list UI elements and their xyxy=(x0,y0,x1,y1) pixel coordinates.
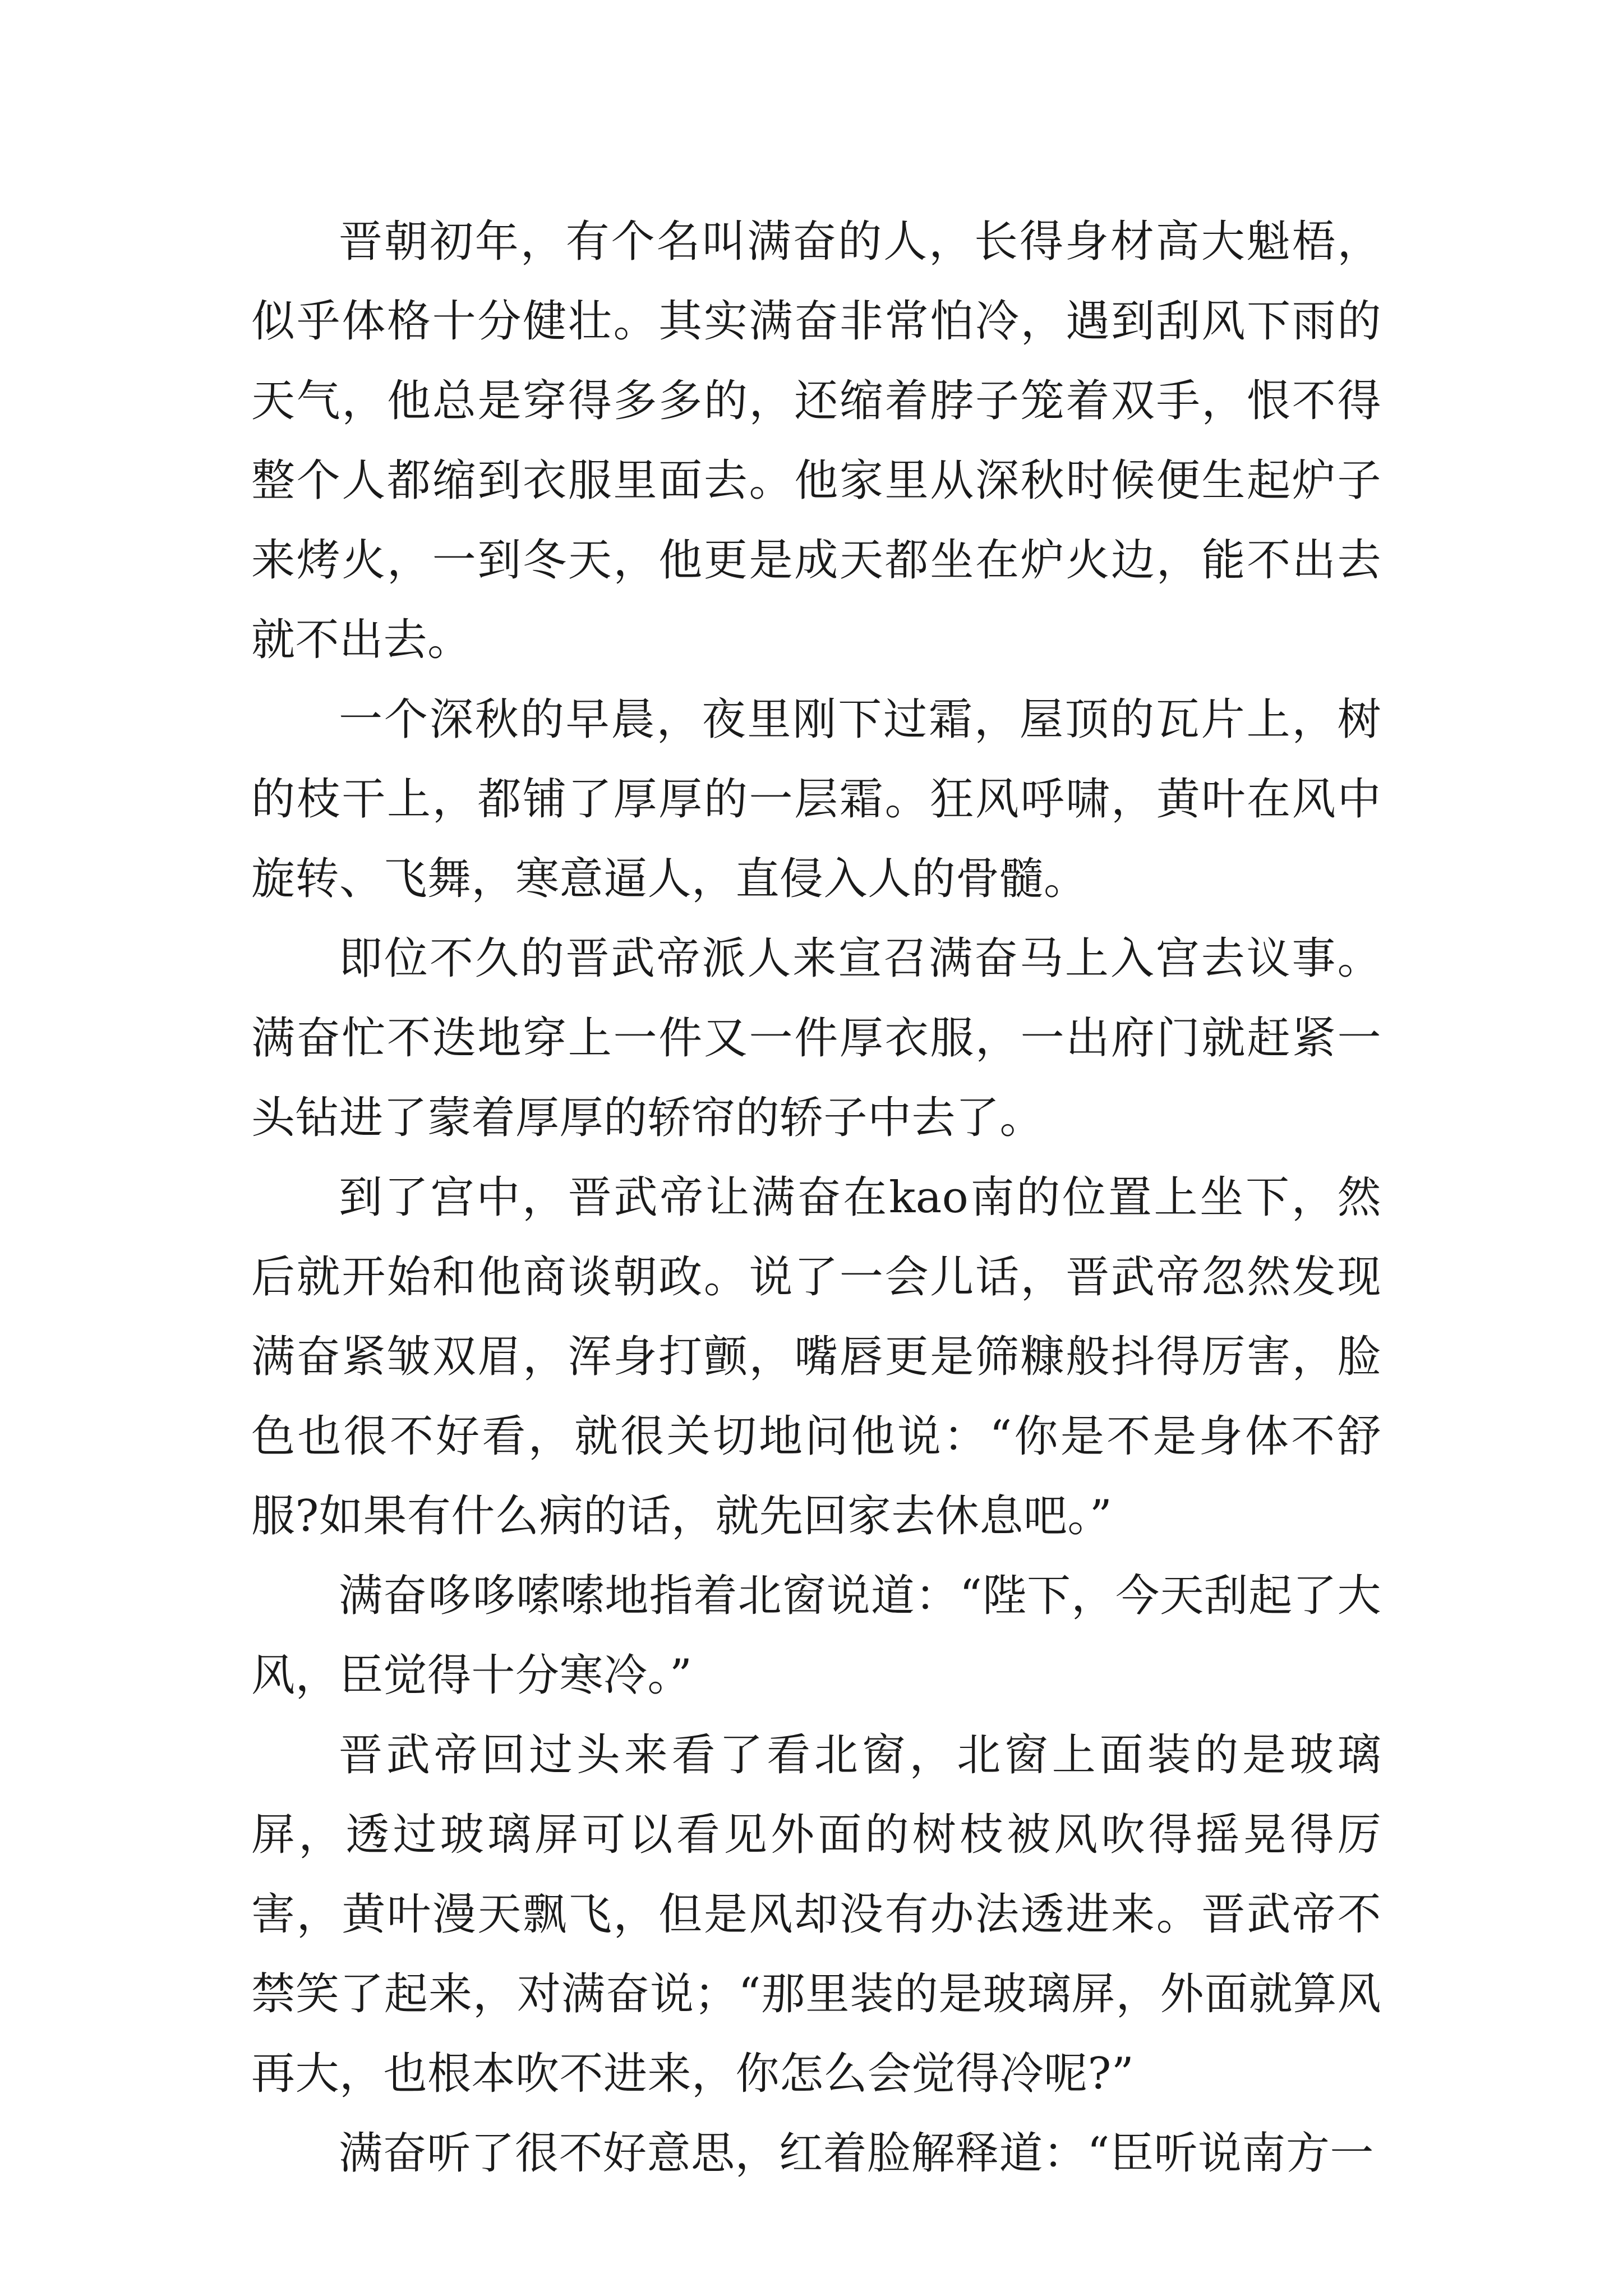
paragraph: 满奋哆哆嗦嗦地指着北窗说道：“陛下，今天刮起了大风，臣觉得十分寒冷。” xyxy=(251,1571,1381,1701)
paragraph: 晋武帝回过头来看了看北窗，北窗上面装的是玻璃屏，透过玻璃屏可以看见外面的树枝被风吹得摇晃得厉害，黄叶漫天飘飞，但是风却没有办法透进来。晋武帝不禁笑了起来，对满奋说；“那里装的是玻璃屏，外面就算风再大，也根本吹不进来，你怎么会觉得冷呢?” xyxy=(251,1730,1381,2099)
story-text xyxy=(251,202,1381,2193)
paragraph: 晋朝初年，有个名叫满奋的人，长得身材高大魁梧，似乎体格十分健壮。其实满奋非常怕冷，遇到刮风下雨的天气，他总是穿得多多的，还缩着脖子笼着双手，恨不得整个人都缩到衣服里面去。他家里从深秋时候便生起炉子来烤火，一到冬天，他更是成天都坐在炉火边，能不出去就不出去。 xyxy=(251,217,1381,665)
paragraph: 满奋听了很不好意思，红着脸解释道：“臣听说南方一 xyxy=(339,2128,1374,2179)
paragraph: 一个深秋的早晨，夜里刚下过霜，屋顶的瓦片上，树的枝干上，都铺了厚厚的一层霜。狂风呼啸，黄叶在风中旋转、飞舞，寒意逼人，直侵入人的骨髓。 xyxy=(251,694,1381,904)
paragraph: 即位不久的晋武帝派人来宣召满奋马上入宫去议事。满奋忙不迭地穿上一件又一件厚衣服，一出府门就赶紧一头钻进了蒙着厚厚的轿帘的轿子中去了。 xyxy=(251,933,1381,1143)
paragraph: 到了宫中，晋武帝让满奋在kao南的位置上坐下，然后就开始和他商谈朝政。说了一会儿话，晋武帝忽然发现满奋紧皱双眉，浑身打颤，嘴唇更是筛糠般抖得厉害，脸色也很不好看，就很关切地问他说：“你是不是身体不舒服?如果有什么病的话，就先回家去休息吧。” xyxy=(251,1172,1381,1542)
